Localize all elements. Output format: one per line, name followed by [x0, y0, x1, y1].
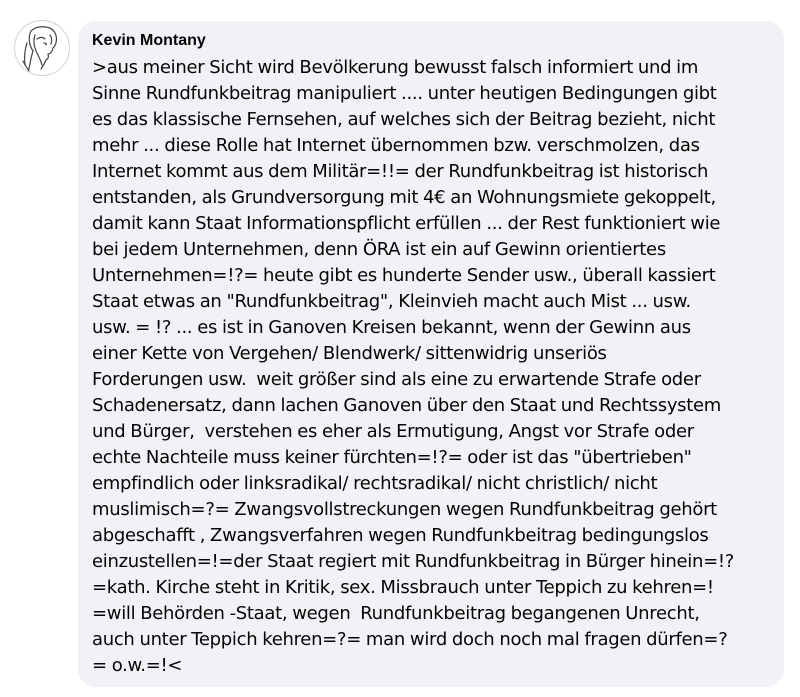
comment-line: einzustellen=!=der Staat regiert mit Rundfunkbeitrag in Bürger hinein=!?	[92, 551, 735, 572]
comment-line: =kath. Kirche steht in Kritik, sex. Missbrauch unter Teppich zu kehren=!	[92, 577, 714, 598]
comment-line: auch unter Teppich kehren=?= man wird doch noch mal fragen dürfen=?	[92, 629, 728, 650]
comment-line: = o.w.=!<	[92, 655, 183, 676]
comment-line: Schadenersatz, dann lachen Ganoven über den Staat und Rechtssystem	[92, 395, 722, 416]
comment-line: bei jedem Unternehmen, denn ÖRA ist ein auf Gewinn orientiertes	[92, 239, 666, 260]
comment-line: Internet kommt aus dem Militär=!!= der Rundfunkbeitrag ist historisch	[92, 161, 709, 182]
comment-author-name[interactable]: Kevin Montany	[92, 32, 206, 49]
comment-line: mehr ... diese Rolle hat Internet übernommen bzw. verschmolzen, das	[92, 135, 700, 156]
comment-line: Staat etwas an "Rundfunkbeitrag", Kleinvieh macht auch Mist ... usw.	[92, 291, 691, 312]
comment-line: entstanden, als Grundversorgung mit 4€ an Wohnungsmiete gekoppelt,	[92, 187, 716, 208]
comment-line: Unternehmen=!?= heute gibt es hunderte Sender usw., überall kassiert	[92, 265, 716, 286]
comment-line: abgeschafft , Zwangsverfahren wegen Rundfunkbeitrag bedingungslos	[92, 525, 709, 546]
comment-line: =will Behörden -Staat, wegen Rundfunkbeitrag begangenen Unrecht,	[92, 603, 700, 624]
comment-line: Sinne Rundfunkbeitrag manipuliert .... unter heutigen Bedingungen gibt	[92, 83, 717, 104]
comment-line: muslimisch=?= Zwangsvollstreckungen wegen Rundfunkbeitrag gehört	[92, 499, 717, 520]
comment-line: es das klassische Fernsehen, auf welches sich der Beitrag bezieht, nicht	[92, 109, 716, 130]
comment-line: und Bürger, verstehen es eher als Ermutigung, Angst vor Strafe oder	[92, 421, 694, 442]
comment-line: empfindlich oder linksradikal/ rechtsradikal/ nicht christlich/ nicht	[92, 473, 658, 494]
sketch-face-profile-icon	[15, 21, 69, 75]
comment-line: usw. = !? ... es ist in Ganoven Kreisen bekannt, wenn der Gewinn aus	[92, 317, 691, 338]
comment-body	[92, 55, 770, 679]
comment-line: echte Nachteile muss keiner fürchten=!?= oder ist das "übertrieben"	[92, 447, 692, 468]
comment-line: damit kann Staat Informationspflicht erfüllen ... der Rest funktioniert wie	[92, 213, 721, 234]
comment-line: einer Kette von Vergehen/ Blendwerk/ sittenwidrig unseriös	[92, 343, 607, 364]
comment-bubble	[78, 21, 784, 687]
comment-line: >aus meiner Sicht wird Bevölkerung bewusst falsch informiert und im	[92, 57, 699, 78]
comment-line: Forderungen usw. weit größer sind als eine zu erwartende Strafe oder	[92, 369, 701, 390]
avatar[interactable]	[14, 20, 70, 76]
